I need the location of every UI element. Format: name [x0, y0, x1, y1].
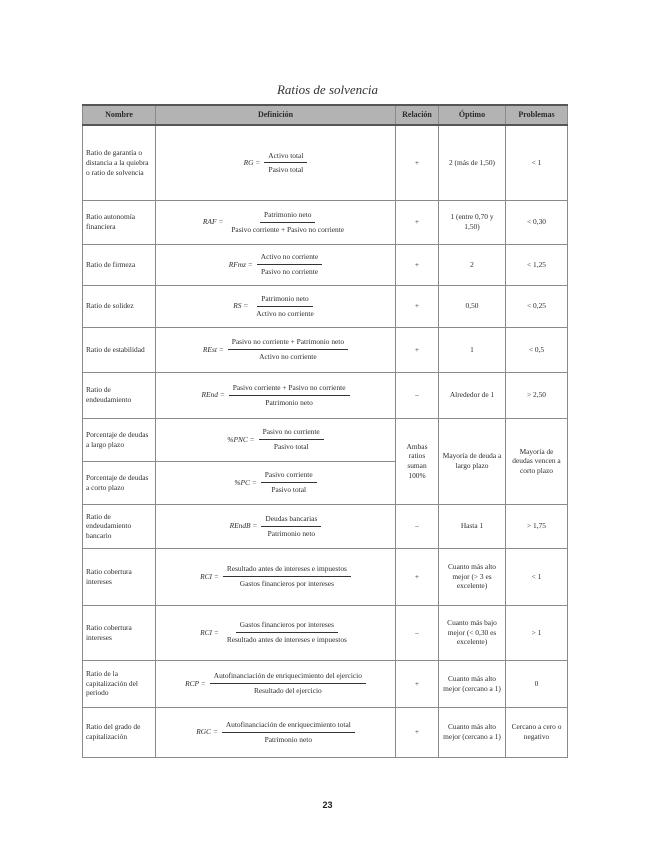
header-optimo: Óptimo — [439, 105, 506, 125]
formula-denominator: Pasivo total — [273, 442, 309, 451]
ratio-problems: < 1 — [506, 125, 568, 200]
ratio-definition — [156, 660, 396, 707]
ratio-definition — [156, 244, 396, 285]
ratio-name: Porcentaje de deudas a largo plazo — [83, 418, 156, 461]
ratio-definition — [156, 418, 396, 461]
ratio-relation: + — [396, 327, 439, 372]
ratio-problems: > 2,50 — [506, 372, 568, 418]
ratio-name: Porcentaje de deudas a corto plazo — [83, 461, 156, 504]
formula-symbol: REndB = — [229, 521, 258, 531]
formula-numerator: Autofinanciación de enriquecimiento total — [222, 720, 355, 733]
formula-denominator: Pasivo corriente + Pasivo no corriente — [231, 224, 345, 234]
formula-denominator: Patrimonio neto — [267, 528, 316, 538]
formula-denominator: Gastos financieros por intereses — [239, 579, 334, 588]
ratio-problems: > 1,75 — [506, 504, 568, 548]
ratio-name: Ratio de garantía o distancia a la quiebra o ratio de solvencia — [83, 125, 156, 200]
table-row — [83, 548, 568, 605]
ratio-name: Ratio del grado de capitalización — [83, 707, 156, 757]
formula-symbol: %PC = — [234, 477, 257, 487]
formula-symbol: RCP = — [185, 678, 206, 688]
formula-symbol: RG = — [243, 157, 261, 167]
formula-symbol: RS = — [233, 301, 249, 311]
formula-numerator: Activo total — [264, 151, 307, 164]
formula-numerator: Gastos financieros por intereses — [236, 620, 338, 633]
ratio-relation: + — [396, 200, 439, 244]
ratio-problems: < 1,25 — [506, 244, 568, 285]
ratio-optimum: Cuanto más alto mejor (> 3 es excelente) — [439, 548, 506, 605]
formula-symbol: RAF = — [202, 217, 224, 227]
formula-numerator: Pasivo corriente + Pasivo no corriente — [229, 383, 350, 396]
ratio-optimum: Mayoría de deuda a largo plazo — [439, 418, 506, 504]
formula-denominator: Activo no corriente — [259, 352, 317, 361]
formula-denominator: Pasivo total — [271, 485, 307, 494]
table-row — [83, 660, 568, 707]
formula-denominator: Pasivo no corriente — [261, 267, 319, 276]
table-row — [83, 200, 568, 244]
formula-numerator: Autofinanciación de enriquecimiento del ejercicio — [210, 671, 366, 684]
ratio-optimum: 1 — [439, 327, 506, 372]
table-row — [83, 327, 568, 372]
formula-numerator: Patrimonio neto — [257, 294, 312, 307]
ratio-optimum: Cuanto más bajo mejor (< 0,30 es excelente) — [439, 605, 506, 660]
formula-symbol: RCI = — [200, 571, 219, 581]
ratio-relation: – — [396, 372, 439, 418]
header-nombre: Nombre — [83, 105, 156, 125]
ratio-optimum: 2 — [439, 244, 506, 285]
formula-numerator: Resultado antes de intereses e impuestos — [223, 564, 351, 577]
table-row — [83, 418, 568, 461]
ratio-relation: + — [396, 285, 439, 327]
ratio-definition — [156, 200, 396, 244]
header-row — [83, 105, 568, 125]
table-row — [83, 504, 568, 548]
formula-numerator: Activo no corriente — [257, 252, 322, 265]
ratio-relation: + — [396, 125, 439, 200]
ratio-problems: > 1 — [506, 605, 568, 660]
header-problemas: Problemas — [506, 105, 568, 125]
ratio-relation: + — [396, 244, 439, 285]
ratio-definition — [156, 548, 396, 605]
ratio-name: Ratio cobertura intereses — [83, 605, 156, 660]
table-row — [83, 605, 568, 660]
ratio-problems: < 1 — [506, 548, 568, 605]
table-row — [83, 125, 568, 200]
formula-denominator: Patrimonio neto — [264, 734, 313, 744]
formula-numerator: Pasivo no corriente + Patrimonio neto — [228, 337, 348, 350]
ratio-name: Ratio de la capitalización del periodo — [83, 660, 156, 707]
formula-denominator: Activo no corriente — [256, 308, 314, 318]
ratio-problems: < 0,25 — [506, 285, 568, 327]
formula-denominator: Resultado antes de intereses e impuestos — [226, 635, 347, 644]
ratios-table — [82, 104, 568, 758]
formula-numerator: Patrimonio neto — [260, 210, 315, 223]
formula-symbol: REst = — [202, 344, 224, 354]
formula-symbol: %PNC = — [227, 434, 255, 444]
header-definicion: Definición — [156, 105, 396, 125]
ratio-definition — [156, 707, 396, 757]
table-row — [83, 707, 568, 757]
formula-denominator: Patrimonio neto — [265, 397, 313, 407]
formula-denominator: Pasivo total — [268, 165, 304, 175]
table-row — [83, 244, 568, 285]
ratio-definition — [156, 327, 396, 372]
formula-symbol: RGC = — [196, 727, 218, 737]
formula-symbol: REnd = — [201, 390, 225, 400]
ratio-optimum: Alrededor de 1 — [439, 372, 506, 418]
ratio-relation: Ambas ratios suman 100% — [396, 418, 439, 504]
ratio-definition — [156, 125, 396, 200]
formula-numerator: Pasivo no corriente — [259, 427, 324, 440]
ratio-definition — [156, 372, 396, 418]
ratio-relation: + — [396, 707, 439, 757]
ratio-definition — [156, 605, 396, 660]
ratio-relation: – — [396, 504, 439, 548]
ratio-definition — [156, 461, 396, 504]
ratio-problems: 0 — [506, 660, 568, 707]
ratio-relation: + — [396, 660, 439, 707]
ratio-name: Ratio de endeudamiento bancario — [83, 504, 156, 548]
ratio-optimum: 0,50 — [439, 285, 506, 327]
table-row — [83, 285, 568, 327]
ratio-problems: < 0,5 — [506, 327, 568, 372]
ratio-definition — [156, 504, 396, 548]
ratio-optimum: 2 (más de 1,50) — [439, 125, 506, 200]
ratio-name: Ratio cobertura intereses — [83, 548, 156, 605]
formula-denominator: Resultado del ejercicio — [253, 686, 322, 695]
ratio-name: Ratio de estabilidad — [83, 327, 156, 372]
ratio-problems: Mayoría de deudas vencen a corto plazo — [506, 418, 568, 504]
ratio-optimum: Hasta 1 — [439, 504, 506, 548]
ratio-name: Ratio de firmeza — [83, 244, 156, 285]
header-relacion: Relación — [396, 105, 439, 125]
formula-numerator: Deudas bancarias — [261, 514, 321, 527]
ratio-relation: – — [396, 605, 439, 660]
ratio-optimum: Cuanto más alto mejor (cercano a 1) — [439, 707, 506, 757]
formula-symbol: RFmz = — [228, 259, 253, 269]
ratio-optimum: Cuanto más alto mejor (cercano a 1) — [439, 660, 506, 707]
ratio-problems: < 0,30 — [506, 200, 568, 244]
ratio-name: Ratio de solidez — [83, 285, 156, 327]
table-title: Ratios de solvencia — [276, 82, 379, 97]
formula-symbol: RCI = — [200, 627, 219, 637]
page-number: 23 — [322, 800, 333, 810]
ratio-relation: + — [396, 548, 439, 605]
formula-numerator: Pasivo corriente — [261, 470, 317, 483]
ratio-optimum: 1 (entre 0,70 y 1,50) — [439, 200, 506, 244]
ratio-name: Ratio de endeudamiento — [83, 372, 156, 418]
ratio-definition — [156, 285, 396, 327]
ratio-problems: Cercano a cero o negativo — [506, 707, 568, 757]
ratio-name: Ratio autonomía financiera — [83, 200, 156, 244]
table-row — [83, 372, 568, 418]
